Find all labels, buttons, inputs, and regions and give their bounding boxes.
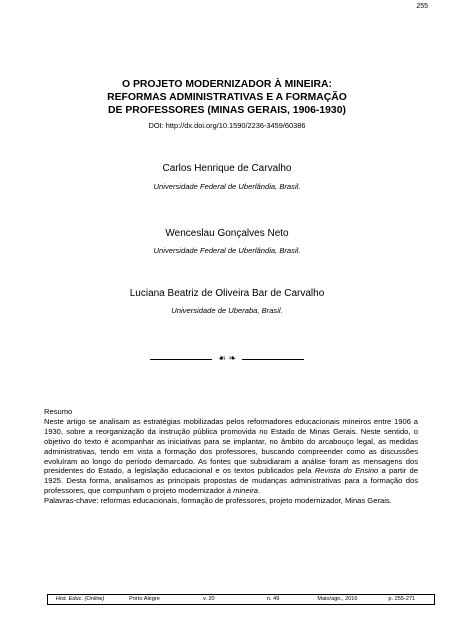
author-affiliation: Universidade de Uberaba, Brasil.	[171, 306, 283, 315]
abstract-body	[44, 417, 418, 496]
page-number: 255	[416, 3, 428, 10]
footer-pages: p. 255-271	[388, 596, 416, 602]
title-line: O PROJETO MODERNIZADOR À MINEIRA:	[122, 79, 332, 90]
divider-line-left	[150, 359, 212, 360]
article-title	[40, 78, 414, 117]
footer-city: Porto Alegre	[129, 596, 160, 602]
title-line: REFORMAS ADMINISTRATIVAS E A FORMAÇÃO	[107, 92, 347, 103]
footer-journal: Hist. Educ. (Online)	[55, 596, 105, 602]
author-name: Wenceslau Gonçalves Neto	[165, 228, 289, 239]
abstract-text: a partir de 1925. Desta forma, analisamos as principais propostas de mudanças administrativas para a formação dos professores, que compunham o projeto modernizador	[44, 466, 418, 496]
abstract-text: Neste artigo se analisam as estratégias mobilizadas pelos reformadores educacionais mineiros entre 1906 a 1930, sobre a reorganização da instrução pública promovida no Estado de Minas Gerais. Neste sentido, o objetivo do texto é acompanhar as iniciativas para se implantar, no âmbito do arcabouço legal, as medidas administrativas, tendo em vista a formação dos professores, buscando compreender como as discussões evoluíram ao longo do período demarcado. As fontes que subsidiaram a análise foram as mensagens dos presidentes do Estado, a legislação educacional e os textos publicados pela	[44, 416, 418, 476]
fleuron-icon: ☙ ❧	[217, 354, 237, 364]
abstract-text: .	[258, 486, 261, 496]
abstract-heading: Resumo	[44, 407, 73, 416]
author-name: Luciana Beatriz de Oliveira Bar de Carvalho	[129, 288, 325, 299]
footer-number: n. 49	[266, 596, 280, 602]
section-divider	[150, 353, 304, 365]
author-name: Carlos Henrique de Carvalho	[162, 163, 292, 174]
citation-footer	[47, 594, 435, 605]
title-line: DE PROFESSORES (MINAS GERAIS, 1906-1930)	[108, 105, 346, 116]
doi-link[interactable]: DOI: http://dx.doi.org/10.1590/2236-3459/60386	[148, 121, 306, 130]
divider-line-right	[242, 359, 304, 360]
footer-date: Maio/ago., 2016	[317, 596, 358, 602]
footer-volume: v. 20	[202, 596, 215, 602]
keywords: Palavras-chave: reformas educacionais, formação de professores, projeto modernizador, Minas Gerais.	[44, 496, 392, 506]
abstract-section	[44, 407, 418, 506]
abstract-italic-phrase: à mineira	[226, 486, 259, 496]
author-affiliation: Universidade Federal de Uberlândia, Brasil.	[153, 182, 301, 191]
author-affiliation: Universidade Federal de Uberlândia, Brasil.	[153, 246, 301, 255]
abstract-italic-journal: Revista do Ensino	[314, 466, 379, 476]
